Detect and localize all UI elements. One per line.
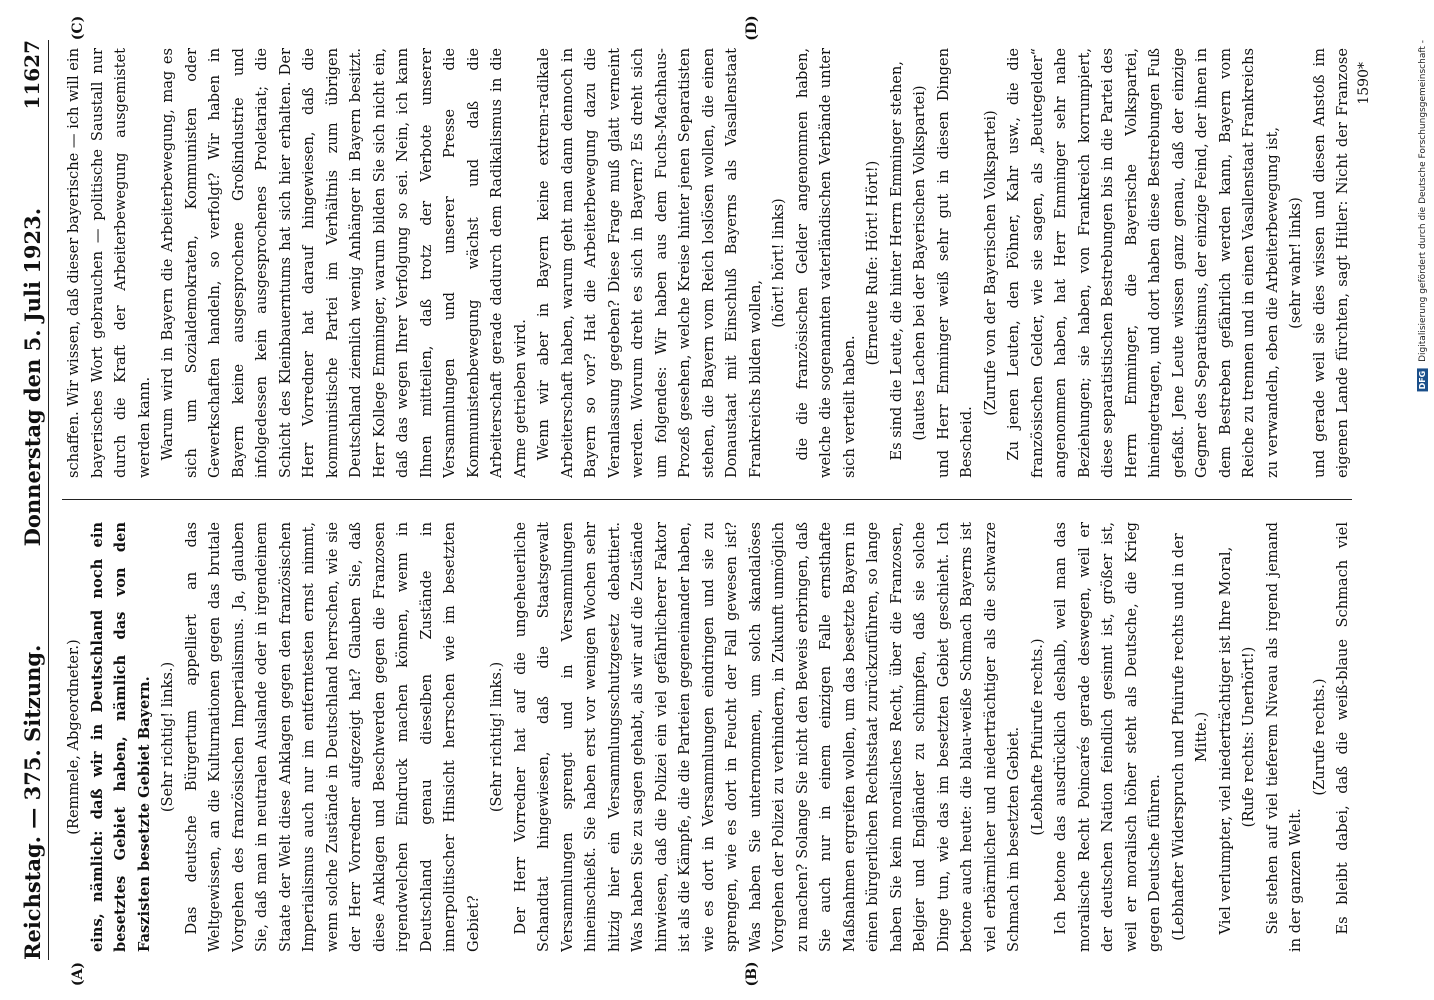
speaker-label: (Remmele, Abgeordneter.) <box>65 639 82 835</box>
column-divider <box>62 499 1352 500</box>
paragraph: Ich betone das ausdrücklich deshalb, weil man das moralische Recht Poincarés gerade deswegen, weil er der deutschen Nation feindlich gesinnt ist, größer ist, weil er moralisch höher steht als Deutsche, die Krieg gegen Deutsche führen. <box>1052 522 1163 952</box>
digitization-text: Digitalisierung gefördert durch die Deutsche Forschungsgemeinschaft - <box>1418 40 1428 362</box>
interjection: (hört! hört! links) <box>770 198 787 328</box>
paragraph: Warum wird in Bayern die Arbeiterbewegung, mag es sich um Sozialdemokraten, Kommunisten oder Gewerkschaften handeln, so verfolgt? Wir haben in Bayern keine ausgesprochene Großindustrie und infolgedessen kein ausgesprochenes Proletariat; die Schicht des Kleinbauerntums hat sich hier erhalten. Der Herr Vorredner hat darauf hingewiesen, daß die kommunistische Partei im Verhältnis zum übrigen Deutschland ziemlich wenig Anhänger in Bayern besitzt. Herr Kollege Emminger, warum bilden Sie sich nicht ein, daß das wegen Ihrer Verfolgung so sei. Nein, ich kann Ihnen mitteilen, daß trotz der Verbote unserer Versammlungen und unserer Presse die Kommunistenbewegung wächst und daß die Arbeiterschaft gerade dadurch dem Radikalismus in die Arme getrieben wird. <box>159 48 529 478</box>
paragraph: Sie stehen auf viel tieferem Niveau als irgend jemand in der ganzen Welt. <box>1263 522 1304 952</box>
interjection: (Erneute Rufe: Hört! Hört!) <box>864 160 881 366</box>
margin-mark-a: (A) <box>70 961 86 987</box>
paragraph: Zu jenen Leuten, den Pöhner, Kahr usw., die die französischen Gelder, wie sie sagen, als „Beutegelder“ angenommen haben, hat Herr Emminger sehr nahe Beziehungen; sie haben, von Frankreich korrumpiert, diese separatistischen Bestrebungen bis in die Partei des Herrn Emminger, die Bayerische Volkspartei, hineingetragen, und dort haben diese Bestrebungen Fuß gefaßt. Jene Leute wissen ganz genau, daß der einzige Gegner des Separatismus, der einzige Feind, der ihnen in dem Bestreben gefährlich werden kann, Bayern vom Reiche zu trennen und in einen Vasallenstaat Frankreichs zu verwandeln, eben die Arbeiterbewegung ist, <box>1005 48 1281 478</box>
interjection: (Lebhafter Widerspruch und Pfuirufe rechts und in der Mitte.) <box>1169 533 1210 941</box>
paragraph: eins, nämlich: daß wir in Deutschland noch ein besetztes Gebiet haben, nämlich das von den Faszisten besetzte Gebiet Bayern. <box>88 522 153 952</box>
paragraph: Wenn wir aber in Bayern keine extrem-radikale Arbeiterschaft haben, warum geht man dann dennoch in Bayern so vor? Hat die Arbeiterbewegung dazu die Veranlassung gegeben? Diese Frage muß glatt verneint werden. Worum dreht es sich in Bayern? Es dreht sich um folgendes: Wir haben aus dem Fuchs-Machhaus-Prozeß gesehen, welche Kreise hinter jenen Separatisten stehen, die Bayern vom Reich loslösen wollen, die einen Donaustaat mit Einschluß Bayerns als Vasallenstaat Frankreichs bilden wollen, <box>535 48 764 478</box>
margin-mark-d: (D) <box>744 15 760 41</box>
interjection: (Lebhafte Pfuirufe rechts.) <box>1028 638 1046 836</box>
footer-number: 1590* <box>1356 62 1372 105</box>
interjection: (Sehr richtig! links.) <box>488 661 505 813</box>
paragraph: die die französischen Gelder angenommen haben, welche die sogenannten vaterländischen Verbände unter sich verteilt haben. <box>793 48 858 478</box>
header-date: Donnerstag den 5. Juli 1923. <box>19 207 45 547</box>
page-header <box>16 40 49 960</box>
paragraph: Viel verlumpter, viel niederträchtiger ist Ihre Moral, <box>1216 546 1234 935</box>
paragraph: Es bleibt dabei, daß die weiß-blaue Schmach viel <box>1334 522 1351 935</box>
paragraph: Das deutsche Bürgertum appelliert an das Weltgewissen, an die Kulturnationen gegen das brutale Vorgehen des französischen Imperialismus. Ja, glauben Sie, daß man in neutralen Auslande oder in irgendeinem Staate der Welt diese Anklagen gegen den französischen Imperialismus auch nur im entferntesten ernst nimmt, wenn solche Zustände in Deutschland herrschen, wie sie der Herr Vorredner aufgezeigt hat? Glauben Sie, daß diese Anklagen und Beschwerden gegen die Franzosen irgendwelchen Eindruck machen können, wenn in Deutschland genau dieselben Zustände in innerpolitischer Hinsicht herrschen wie im besetzten Gebiet? <box>182 522 482 952</box>
paragraph: und Herr Emminger weiß sehr gut in diesen Dingen Bescheid. <box>934 48 975 478</box>
interjection: (Zurufe rechts.) <box>1310 678 1328 796</box>
left-column <box>62 522 1352 952</box>
paragraph: Es sind die Leute, die hinter Herrn Emminger stehen, <box>887 61 905 461</box>
paragraph: schaffen. Wir wissen, daß dieser bayerische — ich will ein bayerisches Wort gebrauchen — politische Saustall nur durch die Kraft der Arbeiterbewegung ausgemistet werden kann. <box>65 48 153 478</box>
interjection: (sehr wahr! links) <box>1287 197 1304 329</box>
interjection: (Sehr richtig! links.) <box>159 661 176 813</box>
paragraph: und gerade weil sie dies wissen und diesen Anstoß im eigenen Lande fürchten, sagt Hitler: Nicht der Franzose <box>1310 48 1351 478</box>
margin-mark-c: (C) <box>70 15 86 41</box>
right-column <box>62 48 1352 478</box>
digitization-note <box>1417 40 1428 391</box>
interjection: (lautes Lachen bei der Bayerischen Volkspartei) <box>911 85 928 441</box>
interjection: (Rufe rechts: Unerhört!) <box>1240 646 1257 828</box>
dfg-logo: DFG <box>1418 370 1427 390</box>
interjection: (Zurufe von der Bayerischen Volkspartei) <box>981 110 999 416</box>
header-left: Reichstag. — 375. Sitzung. <box>19 644 45 960</box>
page-number: 11627 <box>20 40 44 110</box>
margin-mark-b: (B) <box>744 961 760 987</box>
paragraph: Der Herr Vorredner hat auf die ungeheuerliche Schandtat hingewiesen, daß die Staatsgewalt Versammlungen sprengt und in Versammlungen hineinschießt. Sie haben erst vor wenigen Wochen sehr hitzig hier ein Versammlungsschutzgesetz debattiert. Was haben Sie zu sagen gehabt, als wir auf die Zustände hinwiesen, daß die Polizei ein viel gefährlicherer Faktor ist als die Kämpfe, die die Parteien gegeneinander haben, wie es dort in Versammlungen eindringen und sie zu sprengen, wie es dort in Feucht der Fall gewesen ist? Was haben Sie unternommen, um solch skandalöses Vorgehen der Polizei zu verhindern, in Zukunft unmöglich zu machen? Solange Sie nicht den Beweis erbringen, daß Sie auch nur in einem einzigen Falle ernsthafte Maßnahmen ergreifen wollen, um das besetzte Bayern in einen bürgerlichen Rechtsstaat zurückzuführen, so lange haben Sie kein moralisches Recht, über die Franzosen, Belgier und Engländer zu schimpfen, daß sie solche Dinge tun, wie das im besetzten Gebiet geschieht. Ich betone auch heute: die blau-weiße Schmach Bayerns ist viel erbärmlicher und niederträchtiger als die schwarze Schmach im besetzten Gebiet. <box>511 522 1022 952</box>
